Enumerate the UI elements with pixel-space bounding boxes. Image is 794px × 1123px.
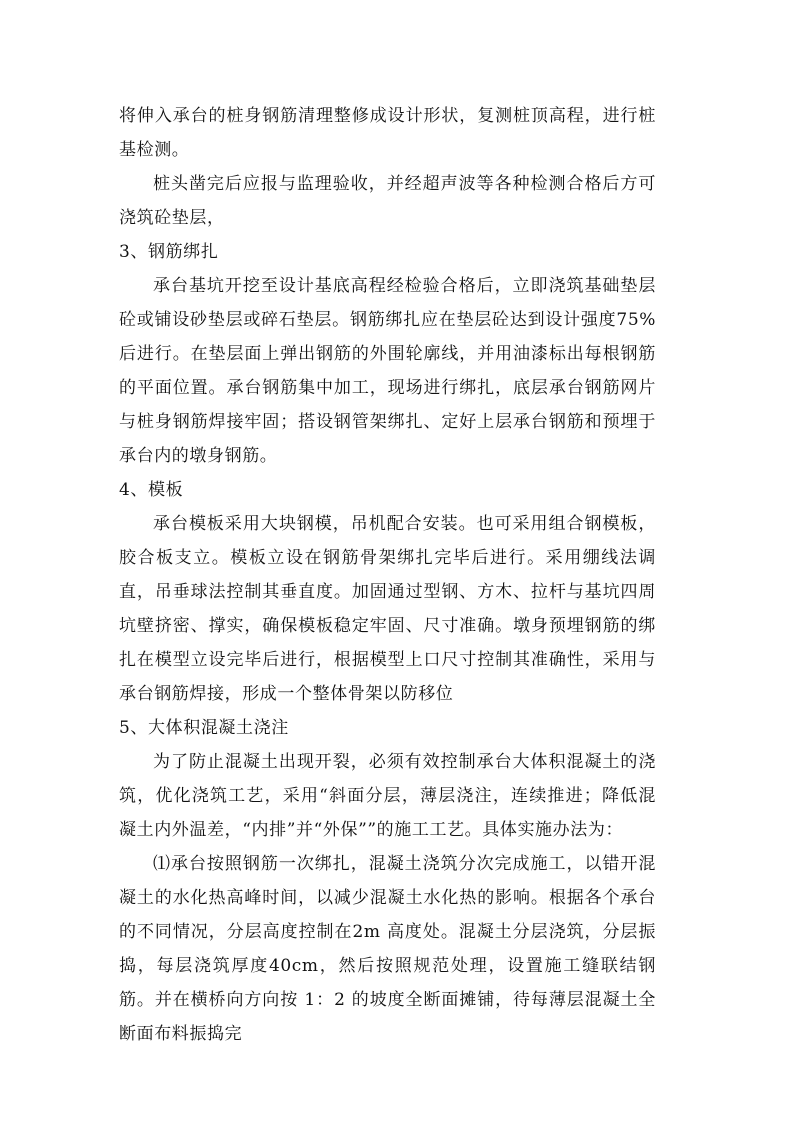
section-heading-formwork: 4、模板 (119, 480, 184, 500)
paragraph-mass-concrete-intro: 为了防止混凝土出现开裂，必须有效控制承台大体积混凝土的浇筑，优化浇筑工艺，采用“斜面分层，薄层浇注，连续推进；降低混凝土内外温差，“内排”并“外保””的施工工艺。具体实施办法为： (119, 752, 656, 840)
section-heading-mass-concrete: 5、大体积混凝土浇注 (119, 718, 289, 738)
paragraph-rebar-binding: 承台基坑开挖至设计基底高程经检验合格后，立即浇筑基础垫层砼或铺设砂垫层或碎石垫层。钢筋绑扎应在垫层砼达到设计强度75%后进行。在垫层面上弹出钢筋的外围轮廓线，并用油漆标出每根钢筋的平面位置。承台钢筋集中加工，现场进行绑扎，底层承台钢筋网片与桩身钢筋焊接牢固；搭设钢管架绑扎、定好上层承台钢筋和预埋于承台内的墩身钢筋。 (119, 276, 656, 466)
paragraph-formwork: 承台模板采用大块钢模，吊机配合安装。也可采用组合钢模板，胶合板支立。模板立设在钢筋骨架绑扎完毕后进行。采用绷线法调直，吊垂球法控制其垂直度。加固通过型钢、方木、拉杆与基坑四周坑壁挤密、撑实，确保模板稳定牢固、尺寸准确。墩身预埋钢筋的绑扎在模型立设完毕后进行，根据模型上口尺寸控制其准确性，采用与承台钢筋焊接，形成一个整体骨架以防移位 (119, 514, 656, 704)
section-heading-rebar-binding: 3、钢筋绑扎 (119, 242, 219, 262)
paragraph-pile-head-inspection: 桩头凿完后应报与监理验收，并经超声波等各种检测合格后方可浇筑砼垫层， (119, 174, 656, 228)
paragraph-pile-rebar-trim: 将伸入承台的桩身钢筋清理整修成设计形状，复测桩顶高程，进行桩基检测。 (119, 106, 656, 160)
paragraph-mass-concrete-step-1: ⑴承台按照钢筋一次绑扎，混凝土浇筑分次完成施工，以错开混凝土的水化热高峰时间，以减少混凝土水化热的影响。根据各个承台的不同情况，分层高度控制在2m 高度处。混凝土分层浇筑，分层振捣，每层浇筑厚度40cm，然后按照规范处理，设置施工缝联结钢筋。并在横桥向方向按 1：2 的坡度全断面摊铺，待每薄层混凝土全断面布料振捣完 (119, 854, 656, 1044)
